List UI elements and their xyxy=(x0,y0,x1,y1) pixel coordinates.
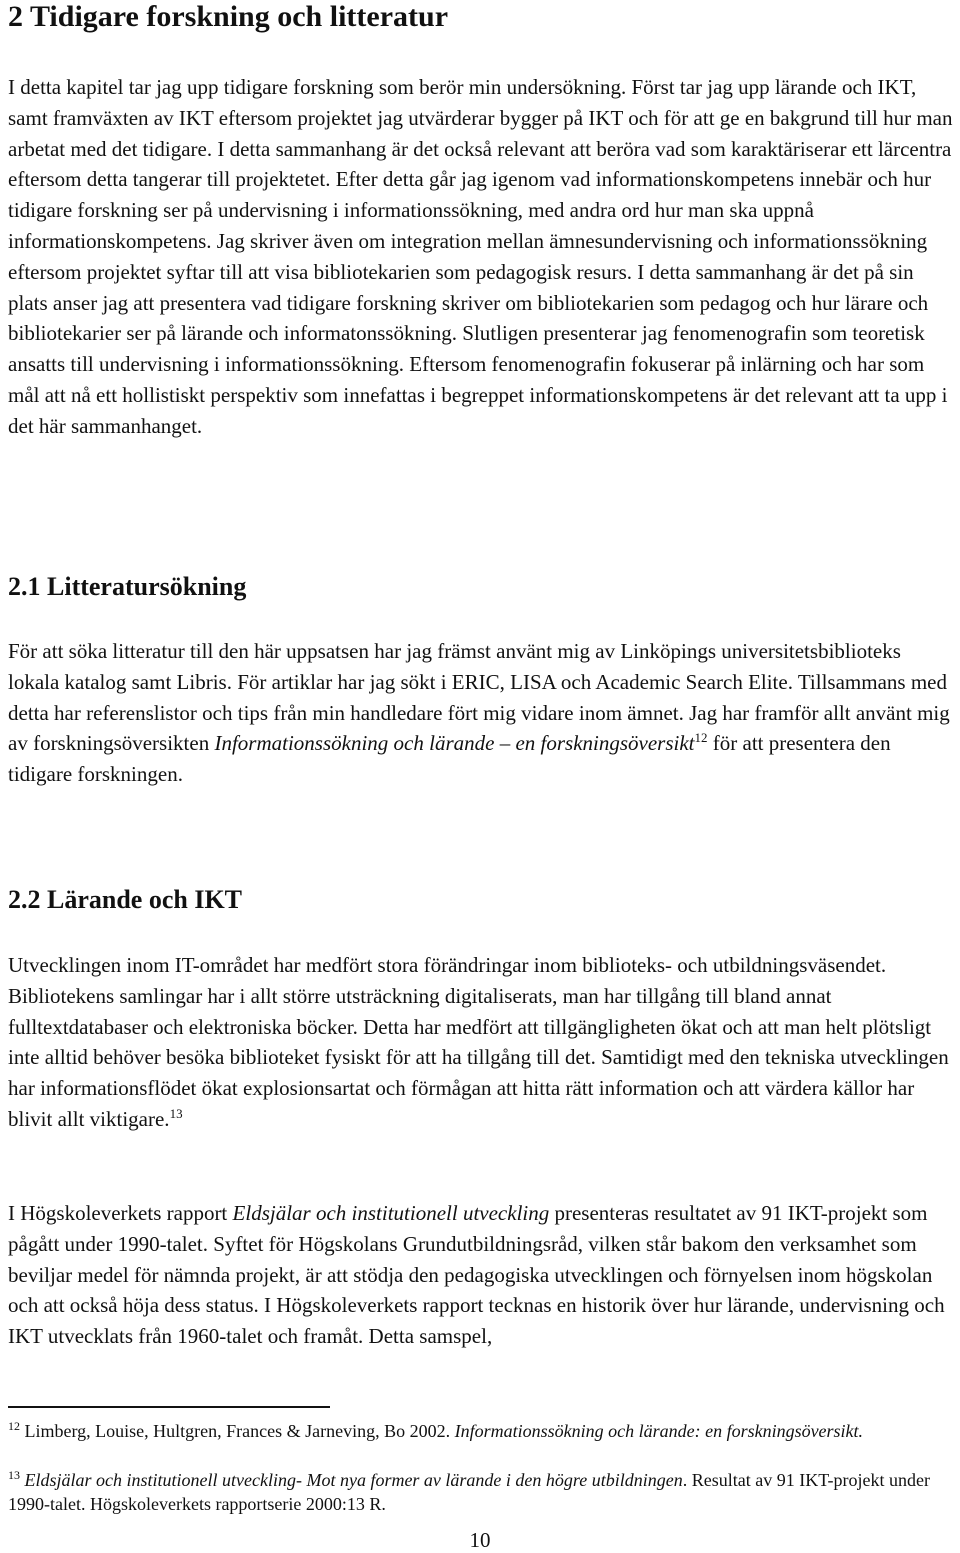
footnote-number: 13 xyxy=(8,1468,20,1482)
section-heading-2-2: 2.2 Lärande och IKT xyxy=(8,885,243,914)
footnote-13 xyxy=(8,1468,960,1516)
footnote-text: Limberg, Louise, Hultgren, Frances & Jarneving, Bo 2002. xyxy=(20,1421,455,1441)
s21-italic-title: Informationssökning och lärande – en forskningsöversikt xyxy=(214,731,695,756)
s22-italic-title: Eldsjälar och institutionell utveckling xyxy=(232,1201,550,1225)
footnote-ref-13[interactable]: 13 xyxy=(169,1105,183,1121)
footnote-ref-12[interactable]: 12 xyxy=(694,730,708,746)
s22-p1-text: Utvecklingen inom IT-området har medfört stora förändringar inom biblioteks- och utbildningsväsendet. Bibliotekens samlingar har i allt större utsträckning digitaliserats, man har tillgång till bland annat fulltextdatabaser och elektroniska böcker. Detta har medfört att tillgängligheten ökat och att man helt plötsligt inte alltid behöver besöka biblioteket fysiskt för att ha tillgång till det. Samtidigt med den tekniska utvecklingen har informationsflödet ökat explosionsartat och förmågan att hitta rätt information och att värdera källor har blivit allt viktigare. xyxy=(8,953,949,1131)
intro-paragraph: I detta kapitel tar jag upp tidigare forskning som berör min undersökning. Först tar jag upp lärande och IKT, samt framväxten av IKT eftersom projektet jag utvärderar bygger på IKT och för att ge en bakgrund till hur man arbetat med det tidigare. I detta sammanhang är det också relevant att beröra vad som karaktäriserar ett lärcentra eftersom detta tangerar till projektetet. Efter detta går jag igenom vad informationskompetens innebär och hur tidigare forskning ser på undervisning i informationssökning, med andra ord hur man ska uppnå informationskompetens. Jag skriver även om integration mellan ämnesundervisning och informationssökning eftersom projektet syftar till att visa bibliotekarien som pedagogisk resurs. I detta sammanhang är det på sin plats anser jag att presentera vad tidigare forskning skriver om bibliotekarien som pedagog och hur lärare och bibliotekarier ser på lärande och informatonssökning. Slutligen presenterar jag fenomenografin som teoretisk ansatts till undervisning i informationssökning. Eftersom fenomenografin fokuserar på inlärning och har som mål att nå ett hollistiskt perspektiv som innefattas i begreppet informationskompetens är det relevant att ta upp i det här sammanhanget. xyxy=(8,75,953,438)
section-heading-2-1: 2.1 Litteratursökning xyxy=(8,572,247,601)
footnote-divider xyxy=(8,1406,330,1408)
footnote-12 xyxy=(8,1419,960,1443)
section-2-2-paragraph-2 xyxy=(8,1198,956,1352)
section-2-1-paragraph xyxy=(8,636,956,790)
footnote-tail: . Resultat av 91 IKT-projekt under 1990-talet. Högskoleverkets rapportserie 2000:13 R. xyxy=(8,1470,931,1514)
footnote-italic: Informationssökning och lärande: en forskningsöversikt. xyxy=(454,1421,864,1441)
page-number: 10 xyxy=(469,1528,491,1552)
footnote-italic: Eldsjälar och institutionell utveckling- Mot nya former av lärande i den högre utbildningen xyxy=(24,1470,683,1490)
s22-p2-text-b: presenteras resultatet av 91 IKT-projekt som pågått under 1990-talet. Syftet för Högskolans Grundutbildningsråd, vilken står bakom den verksamhet som beviljar medel för nämnda projekt, är att stödja den pedagogiska utvecklingen och förnyelsen inom högskolan och att också höja dess status. I Högskoleverkets rapport tecknas en historik över hur lärande, undervisning och IKT utvecklats från 1960-talet och framåt. Detta samspel, xyxy=(8,1201,945,1349)
chapter-heading: 2 Tidigare forskning och litteratur xyxy=(8,0,449,33)
s21-text-b: för att presentera den tidigare forskningen. xyxy=(8,731,891,787)
s21-text-a: För att söka litteratur till den här uppsatsen har jag främst använt mig av Linköpings universitetsbiblioteks lokala katalog samt Libris. För artiklar har jag sökt i ERIC, LISA och Academic Search Elite. Tillsammans med detta har referenslistor och tips från min handledare fört mig vidare inom ämnet. Jag har framför allt använt mig av forskningsöversikten xyxy=(8,639,950,756)
footnote-number: 12 xyxy=(8,1419,20,1433)
s22-p2-text-a: I Högskoleverkets rapport xyxy=(8,1201,233,1225)
section-2-2-paragraph-1 xyxy=(8,950,956,1135)
